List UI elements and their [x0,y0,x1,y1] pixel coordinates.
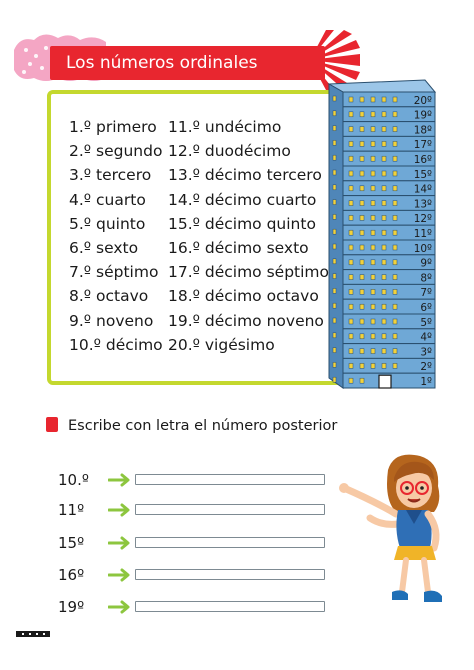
tower-side-window [333,348,336,353]
tower-window [360,112,364,117]
tower-window [371,112,375,117]
tower-window [371,363,375,368]
tower-side-window [333,214,336,219]
tower-floor-label: 19º [413,109,432,122]
tower-floor-label: 3º [420,346,432,359]
tower-window [393,349,397,354]
tower-window [382,201,386,206]
answer-prompt-label: 10.º [58,471,89,489]
tower-side-window [333,377,336,382]
tower-window [371,127,375,132]
ordinal-item: 10.º décimo [69,335,163,354]
tower-window [360,319,364,324]
tower-window [393,230,397,235]
tower-window [382,349,386,354]
answer-prompt-label: 16º [58,566,85,584]
tower-roof [329,80,435,92]
tower-side-window [333,303,336,308]
tower-window [360,245,364,250]
tower-window [371,186,375,191]
tower-window [360,260,364,265]
building-tower-illustration [325,78,440,390]
answer-prompt-label: 15º [58,534,85,552]
tower-window [382,127,386,132]
tower-window [360,275,364,280]
tower-floor-label: 14º [413,183,432,196]
tower-window [371,141,375,146]
tower-window [393,334,397,339]
tower-window [371,334,375,339]
tower-side-window [333,126,336,131]
ordinal-item: 17.º décimo séptimo [168,263,330,282]
tower-window [393,141,397,146]
tower-side-window [333,318,336,323]
ordinal-item: 20.º vigésimo [168,335,275,354]
tower-window [393,112,397,117]
tower-window [349,363,353,368]
tower-window [360,363,364,368]
tower-side-window [333,229,336,234]
tower-floor-label: 11º [413,228,432,240]
tower-window [349,334,353,339]
tower-window [349,156,353,161]
answer-input[interactable] [135,474,325,485]
ordinal-item: 1.º primero [69,118,157,136]
tower-window [393,97,397,102]
tower-side-window [333,362,336,367]
ordinal-item: 7.º séptimo [69,263,159,282]
tower-window [360,201,364,206]
tower-floor-label: 10º [413,242,432,255]
tower-window [360,378,364,383]
tower-window [349,289,353,294]
tower-window [349,230,353,235]
ordinal-item: 14.º décimo cuarto [168,190,317,209]
tower-window [393,275,397,280]
tower-window [349,245,353,250]
tower-floor-label: 15º [413,168,432,181]
tower-window [349,275,353,280]
ordinal-item: 8.º octavo [69,287,149,306]
tower-window [382,334,386,339]
arrow-right-icon [108,536,132,550]
tower-floor-label: 1º [420,376,432,388]
tower-window [371,97,375,102]
exercise-title: Escribe con letra el número posterior [68,418,338,434]
page-title: Los números ordinales [50,46,325,80]
tower-window [382,304,386,309]
tower-window [371,349,375,354]
tower-window [371,275,375,280]
tower-window [349,127,353,132]
ordinal-item: 6.º sexto [69,238,139,257]
ordinals-list-right [168,115,329,357]
tower-window [349,171,353,176]
arrow-right-icon [108,600,132,614]
answer-input[interactable] [135,569,325,580]
tower-window [349,201,353,206]
tower-window [393,319,397,324]
tower-window [360,289,364,294]
tower-window [349,215,353,220]
tower-door [379,375,391,388]
tower-side-window [333,200,336,205]
tower-side-window [333,288,336,293]
tower-window [382,171,386,176]
tower-window [349,304,353,309]
tower-window [371,260,375,265]
tower-window [382,245,386,250]
tower-window [371,201,375,206]
tower-floor-label: 20º [413,94,432,107]
tower-window [349,349,353,354]
bullet-icon [46,417,58,432]
tower-window [382,230,386,235]
tower-floor-label: 16º [413,154,432,166]
tower-window [382,141,386,146]
tower-window [360,215,364,220]
tower-window [382,186,386,191]
answer-input[interactable] [135,601,325,612]
girl-illustration [336,452,461,612]
tower-window [349,186,353,191]
answer-prompt-label: 11º [58,501,85,519]
ordinal-item: 13.º décimo tercero [168,166,322,185]
answer-input[interactable] [135,537,325,548]
tower-window [393,304,397,309]
tower-window [382,215,386,220]
tower-window [349,319,353,324]
tower-window [382,319,386,324]
tower-floor-label: 2º [420,361,432,374]
tower-side-window [333,259,336,264]
tower-window [393,171,397,176]
tower-window [393,201,397,206]
tower-window [382,112,386,117]
tower-window [371,230,375,235]
tower-window [360,156,364,161]
tower-window [360,171,364,176]
tower-floor-label: 6º [420,302,432,314]
tower-window [382,275,386,280]
ordinal-item: 15.º décimo quinto [168,214,316,233]
arrow-right-icon [108,568,132,582]
arrow-right-icon [108,503,132,517]
tower-side-window [333,96,336,101]
tower-window [360,230,364,235]
tower-window [382,97,386,102]
tower-window [360,349,364,354]
tower-floor-label: 18º [413,124,432,137]
tower-window [371,245,375,250]
arrow-right-icon [108,473,132,487]
ordinal-item: 4.º cuarto [69,190,146,209]
ordinal-item: 9.º noveno [69,311,154,330]
tower-floor-label: 17º [413,139,432,152]
tower-window [349,97,353,102]
ordinal-item: 19.º décimo noveno [168,311,324,330]
ordinal-item: 16.º décimo sexto [168,238,309,257]
tower-floor-label: 13º [413,198,432,211]
ordinal-item: 5.º quinto [69,214,146,233]
tower-side-window [333,170,336,175]
tower-side-window [333,274,336,279]
tower-side-window [333,155,336,160]
tower-window [382,156,386,161]
tower-floor-label: 9º [420,257,432,270]
tower-window [393,245,397,250]
tower-window [393,363,397,368]
page-marker [16,631,50,637]
tower-window [371,171,375,176]
tower-window [360,304,364,309]
tower-floor-label: 8º [420,272,432,285]
tower-window [371,304,375,309]
ordinal-item: 18.º décimo octavo [168,287,319,306]
tower-window [393,127,397,132]
tower-side-window [333,185,336,190]
ordinal-item: 3.º tercero [69,166,152,185]
ordinals-list-left [69,115,163,357]
answer-prompt-label: 19º [58,598,85,616]
tower-window [360,186,364,191]
tower-window [382,289,386,294]
tower-side-window [333,244,336,249]
answer-input[interactable] [135,504,325,515]
ordinal-item: 11.º undécimo [168,118,282,136]
tower-window [371,319,375,324]
tower-window [382,363,386,368]
tower-window [360,141,364,146]
tower-side-window [333,333,336,338]
tower-window [371,156,375,161]
tower-window [393,215,397,220]
tower-window [349,141,353,146]
ordinal-item: 12.º duodécimo [168,142,291,161]
tower-window [393,260,397,265]
ordinal-item: 2.º segundo [69,142,163,161]
tower-side-window [333,111,336,116]
tower-floor-label: 5º [420,316,432,329]
tower-floor-label: 12º [413,213,432,226]
tower-side-window [333,140,336,145]
tower-window [393,289,397,294]
tower-window [360,97,364,102]
tower-floor-label: 4º [420,331,432,344]
tower-window [393,156,397,161]
tower-window [360,334,364,339]
tower-window [349,378,353,383]
tower-window [349,260,353,265]
tower-window [382,260,386,265]
tower-window [349,112,353,117]
tower-window [360,127,364,132]
tower-window [371,215,375,220]
tower-floor-label: 7º [420,287,432,300]
tower-window [393,186,397,191]
tower-window [371,289,375,294]
